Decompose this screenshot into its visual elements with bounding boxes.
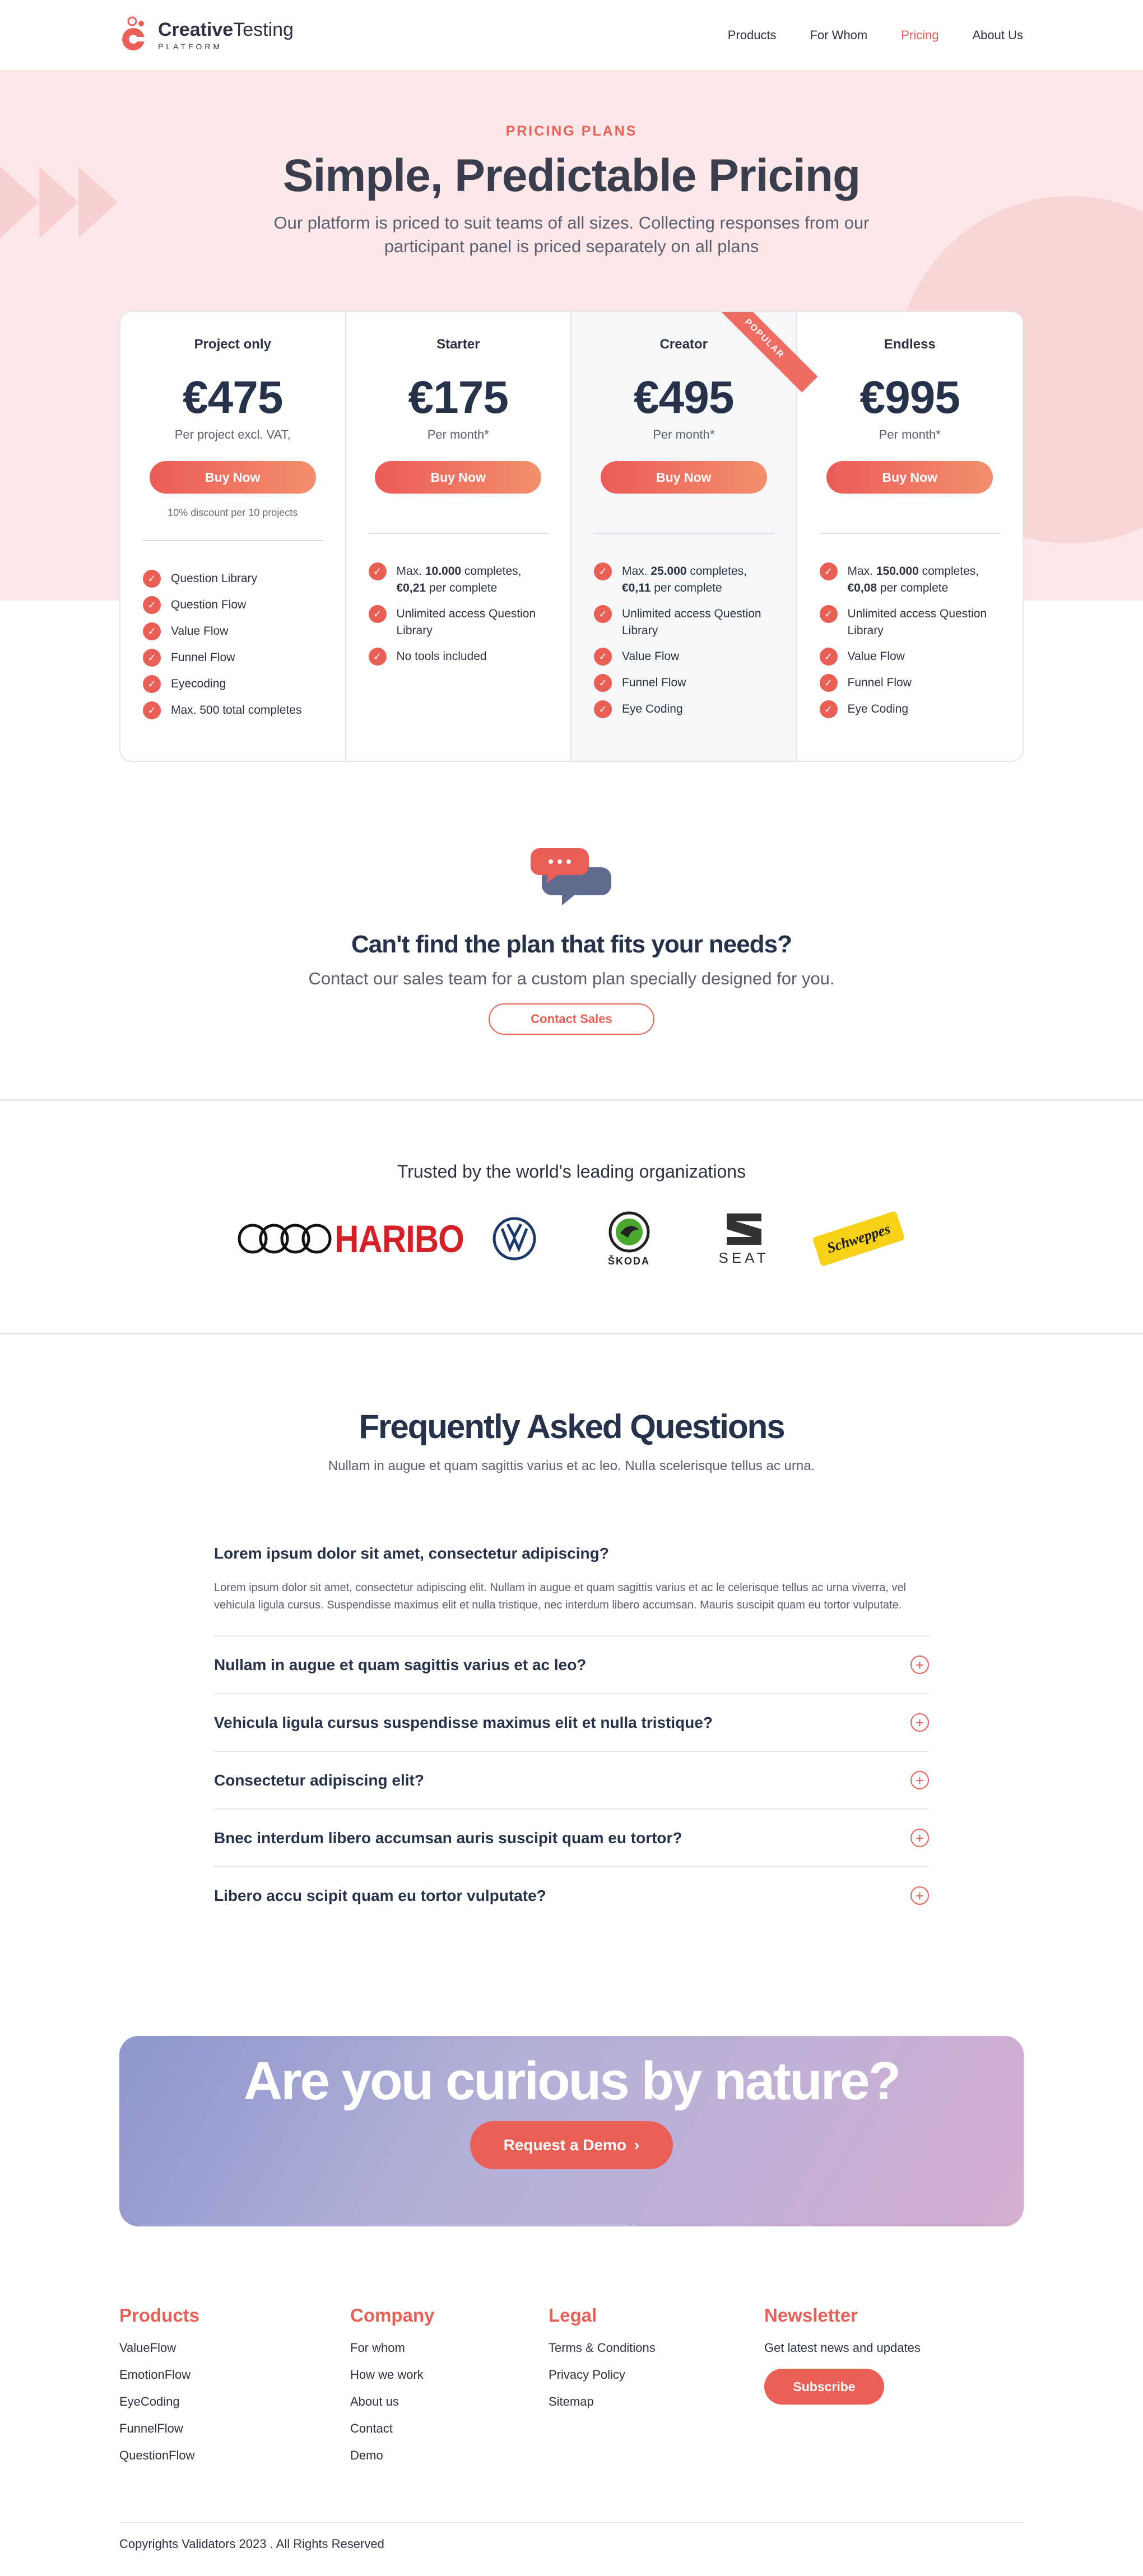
plan-starter [346, 312, 572, 761]
feature-list [143, 570, 323, 719]
audi-logo [227, 1222, 342, 1256]
feature-text: Funnel Flow [171, 651, 235, 664]
feature-text: Max. 150.000 completes, €0,08 per complete [847, 565, 979, 594]
footer-link[interactable]: Sitemap [549, 2394, 594, 2408]
footer-link[interactable]: For whom [350, 2341, 405, 2355]
feature-item [143, 597, 323, 614]
expand-plus-icon[interactable]: + [910, 1713, 929, 1732]
feature-item [594, 563, 774, 597]
expand-plus-icon[interactable]: + [910, 1771, 929, 1789]
haribo-logo: HARIBO [334, 1217, 464, 1261]
footer-link[interactable]: EmotionFlow [119, 2368, 191, 2382]
faq-item[interactable] [214, 1635, 929, 1693]
feature-text: Value Flow [622, 650, 680, 663]
check-icon: ✓ [143, 649, 161, 667]
footer-link[interactable]: About us [350, 2394, 399, 2408]
plan-project-only [120, 312, 346, 761]
plan-price: €995 [859, 372, 960, 423]
faq-item[interactable] [214, 1866, 929, 1924]
feature-item [594, 701, 774, 718]
divider [369, 533, 549, 534]
demo-banner [119, 2036, 1024, 2226]
feature-text: Unlimited access Question Library [396, 607, 536, 637]
feature-item [143, 676, 323, 693]
check-icon: ✓ [143, 596, 161, 614]
brand-gear-icon [120, 16, 152, 55]
faq-question[interactable]: Libero accu scipit quam eu tortor vulputate? [214, 1886, 546, 1904]
check-icon: ✓ [820, 605, 838, 623]
pricing-table [119, 311, 1024, 762]
faq-item-open[interactable] [214, 1545, 929, 1635]
feature-text: Unlimited access Question Library [847, 607, 987, 637]
volkswagen-logo [457, 1216, 572, 1261]
check-icon: ✓ [594, 648, 612, 666]
feature-text: Eye Coding [622, 703, 683, 715]
feature-text: Value Flow [847, 650, 905, 663]
feature-text: Funnel Flow [847, 676, 912, 689]
check-icon: ✓ [143, 701, 161, 719]
expand-plus-icon[interactable]: + [910, 1656, 929, 1674]
check-icon: ✓ [594, 605, 612, 623]
trusted-section [0, 1099, 1143, 1335]
footer-link[interactable]: ValueFlow [119, 2341, 176, 2355]
faq-item[interactable] [214, 1808, 929, 1866]
check-icon: ✓ [820, 648, 838, 666]
check-icon: ✓ [820, 700, 838, 718]
check-icon: ✓ [594, 700, 612, 718]
footer-link[interactable]: Terms & Conditions [549, 2341, 656, 2355]
footer-newsletter [764, 2305, 921, 2475]
footer [119, 2305, 1024, 2475]
plan-price: €175 [408, 372, 508, 423]
footer-link[interactable]: Contact [350, 2421, 393, 2435]
seat-logo: SEAT [686, 1211, 801, 1267]
skoda-logo: ŠKODA [572, 1211, 686, 1267]
plan-endless [797, 312, 1023, 761]
feature-text: No tools included [396, 650, 487, 663]
feature-item [820, 648, 1001, 666]
check-icon: ✓ [369, 648, 387, 666]
main-menu [728, 28, 1023, 43]
feature-item [369, 606, 549, 639]
hero-kicker: PRICING PLANS [505, 123, 638, 139]
footer-heading: Products [119, 2305, 200, 2326]
check-icon: ✓ [143, 570, 161, 588]
nav-for-whom[interactable]: For Whom [810, 27, 868, 42]
buy-now-button[interactable]: Buy Now [826, 461, 993, 494]
faq-title: Frequently Asked Questions [359, 1408, 784, 1445]
feature-text: Value Flow [171, 625, 229, 638]
custom-plan-section [0, 846, 1143, 1035]
check-icon: ✓ [594, 562, 612, 580]
divider [143, 540, 323, 541]
divider [594, 533, 774, 534]
feature-text: Max. 25.000 completes, €0,11 per complete [622, 565, 747, 594]
footer-link[interactable]: Privacy Policy [549, 2368, 625, 2382]
buy-now-button[interactable]: Buy Now [601, 461, 767, 494]
brand-logo[interactable] [120, 16, 294, 55]
faq-subtitle: Nullam in augue et quam sagittis varius et ac leo. Nulla scelerisque tellus ac urna. [328, 1458, 815, 1473]
divider [820, 533, 1001, 534]
popular-ribbon: POPULAR [710, 311, 817, 392]
check-icon: ✓ [369, 562, 387, 580]
expand-plus-icon[interactable]: + [910, 1886, 929, 1905]
plan-name: Creator [659, 337, 708, 352]
footer-link[interactable]: How we work [350, 2368, 424, 2382]
plan-billing: Per month* [427, 427, 489, 441]
feature-item [143, 570, 323, 588]
top-nav [0, 0, 1143, 70]
contact-sales-button[interactable]: Contact Sales [489, 1003, 654, 1035]
copyright: Copyrights Validators 2023 . All Rights Reserved [119, 2522, 1024, 2576]
check-icon: ✓ [143, 622, 161, 640]
schweppes-logo: Schweppes [801, 1224, 916, 1254]
feature-item [369, 648, 549, 666]
newsletter-text: Get latest news and updates [764, 2341, 921, 2355]
footer-link[interactable]: FunnelFlow [119, 2421, 183, 2435]
footer-link[interactable]: EyeCoding [119, 2394, 180, 2408]
plan-price: €495 [634, 372, 734, 423]
feature-item [143, 623, 323, 640]
nav-pricing[interactable]: Pricing [901, 27, 939, 42]
plan-name: Project only [194, 337, 271, 352]
hero-subtitle: Our platform is priced to suit teams of all sizes. Collecting responses from our participant panel is priced separately on all plans [273, 213, 870, 256]
feature-text: Max. 10.000 completes, €0,21 per complete [396, 565, 522, 594]
feature-list [594, 563, 774, 718]
feature-item [594, 648, 774, 666]
expand-plus-icon[interactable]: + [910, 1829, 929, 1847]
feature-item [594, 606, 774, 639]
footer-company [350, 2305, 549, 2475]
check-icon: ✓ [820, 674, 838, 692]
feature-item [143, 649, 323, 667]
footer-heading: Legal [549, 2305, 597, 2326]
nav-products[interactable]: Products [727, 27, 777, 42]
faq-question[interactable]: Lorem ipsum dolor sit amet, consectetur adipiscing? [214, 1545, 609, 1562]
feature-text: Unlimited access Question Library [622, 607, 761, 637]
feature-item [143, 702, 323, 719]
feature-item [820, 701, 1001, 718]
page-title: Simple, Predictable Pricing [282, 150, 861, 201]
faq-question[interactable]: Consectetur adipiscing elit? [214, 1771, 424, 1789]
request-demo-label: Request a Demo [503, 2136, 627, 2154]
footer-link[interactable]: QuestionFlow [119, 2448, 195, 2462]
check-icon: ✓ [143, 675, 161, 693]
feature-text: Funnel Flow [622, 676, 686, 689]
plan-billing: Per project excl. VAT, [174, 427, 291, 441]
faq-question[interactable]: Nullam in augue et quam sagittis varius et ac leo? [214, 1656, 587, 1673]
feature-list [369, 563, 549, 666]
buy-now-button[interactable]: Buy Now [375, 461, 541, 494]
feature-text: Eyecoding [171, 677, 226, 690]
nav-about-us[interactable]: About Us [972, 27, 1023, 42]
plan-billing: Per month* [879, 427, 941, 441]
footer-link[interactable]: Demo [350, 2448, 383, 2462]
plan-creator [572, 312, 797, 761]
footer-products [119, 2305, 350, 2475]
feature-item [820, 606, 1001, 639]
plan-name: Endless [884, 337, 936, 352]
chevron-right-icon: › [634, 2136, 640, 2154]
footer-legal [549, 2305, 764, 2475]
brand-tagline: PLATFORM [158, 42, 223, 51]
feature-item [594, 675, 774, 692]
footer-heading: Newsletter [764, 2305, 858, 2326]
footer-heading: Company [350, 2305, 435, 2326]
partner-logos [0, 1208, 1143, 1270]
plan-name: Starter [436, 337, 480, 352]
feature-list [820, 563, 1001, 718]
faq-list [214, 1545, 929, 1924]
plan-discount: 10% discount per 10 projects [168, 507, 298, 518]
custom-plan-text: Contact our sales team for a custom plan specially designed for you. [308, 969, 835, 988]
faq-item[interactable] [214, 1751, 929, 1808]
feature-text: Question Flow [171, 598, 247, 611]
faq-item[interactable] [214, 1693, 929, 1751]
faq-question[interactable]: Vehicula ligula cursus suspendisse maximus elit et nulla tristique? [214, 1713, 713, 1731]
banner-title: Are you curious by nature? [243, 2051, 900, 2111]
subscribe-button[interactable]: Subscribe [764, 2369, 884, 2405]
faq-answer: Lorem ipsum dolor sit amet, consectetur adipiscing elit. Nullam in augue et quam sagittis varius et ac le celerisque tellus ac urna viverra, vel vehicula ligula cursus. Suspendisse maximus elit et nulla tristique, nec interdum libero accumsan. Mauris suscipit quam eu tortor vulputate. [214, 1582, 907, 1611]
plan-billing: Per month* [653, 427, 715, 441]
plan-price: €475 [183, 372, 283, 423]
brand-name-regular: Testing [233, 19, 294, 40]
feature-item [369, 563, 549, 597]
feature-text: Question Library [171, 572, 258, 585]
feature-item [820, 675, 1001, 692]
check-icon: ✓ [594, 674, 612, 692]
faq-section [0, 1335, 1143, 1924]
check-icon: ✓ [820, 562, 838, 580]
faq-question[interactable]: Bnec interdum libero accumsan auris suscipit quam eu tortor? [214, 1829, 682, 1847]
feature-item [820, 563, 1001, 597]
chat-bubbles-icon [0, 846, 1143, 910]
brand-name-bold: Creative [158, 19, 234, 40]
buy-now-button[interactable]: Buy Now [150, 461, 316, 494]
custom-plan-title: Can't find the plan that fits your needs? [351, 931, 792, 958]
feature-text: Max. 500 total completes [171, 704, 302, 717]
request-demo-button[interactable] [470, 2121, 673, 2169]
trusted-title: Trusted by the world's leading organizations [397, 1161, 746, 1182]
feature-text: Eye Coding [847, 703, 909, 715]
check-icon: ✓ [369, 605, 387, 623]
